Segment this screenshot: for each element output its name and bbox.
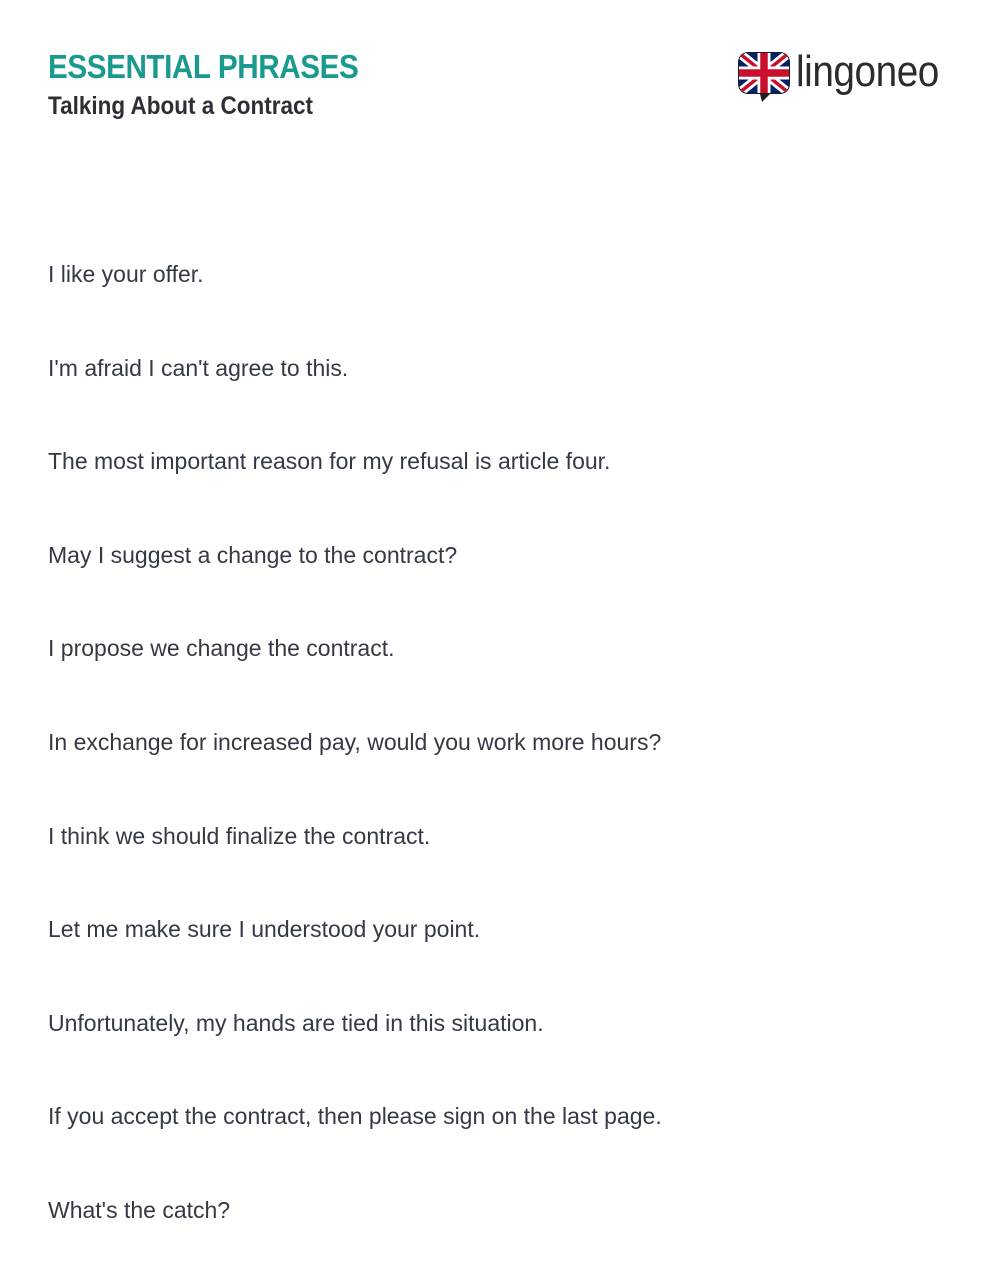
phrase-item: If you accept the contract, then please sign on the last page. bbox=[48, 1103, 662, 1130]
page-subtitle: Talking About a Contract bbox=[48, 92, 314, 120]
lingoneo-logo bbox=[736, 47, 952, 104]
logo-wordmark: lingoneo bbox=[796, 47, 939, 96]
phrase-item: What's the catch? bbox=[48, 1196, 231, 1223]
phrase-item: Let me make sure I understood your point. bbox=[48, 916, 481, 943]
page-title: ESSENTIAL PHRASES bbox=[48, 48, 359, 85]
phrase-item: I think we should finalize the contract. bbox=[48, 822, 431, 849]
uk-flag-speech-bubble-icon bbox=[736, 50, 792, 104]
phrase-item: May I suggest a change to the contract? bbox=[48, 541, 458, 568]
phrase-item: The most important reason for my refusal is article four. bbox=[48, 448, 611, 475]
phrase-item: I'm afraid I can't agree to this. bbox=[48, 354, 349, 381]
phrase-item: Unfortunately, my hands are tied in this situation. bbox=[48, 1009, 544, 1036]
phrase-item: In exchange for increased pay, would you work more hours? bbox=[48, 728, 662, 755]
phrase-item: I propose we change the contract. bbox=[48, 635, 395, 662]
phrase-list bbox=[48, 258, 952, 1288]
phrase-item: I like your offer. bbox=[48, 261, 204, 287]
page-header bbox=[48, 44, 952, 134]
